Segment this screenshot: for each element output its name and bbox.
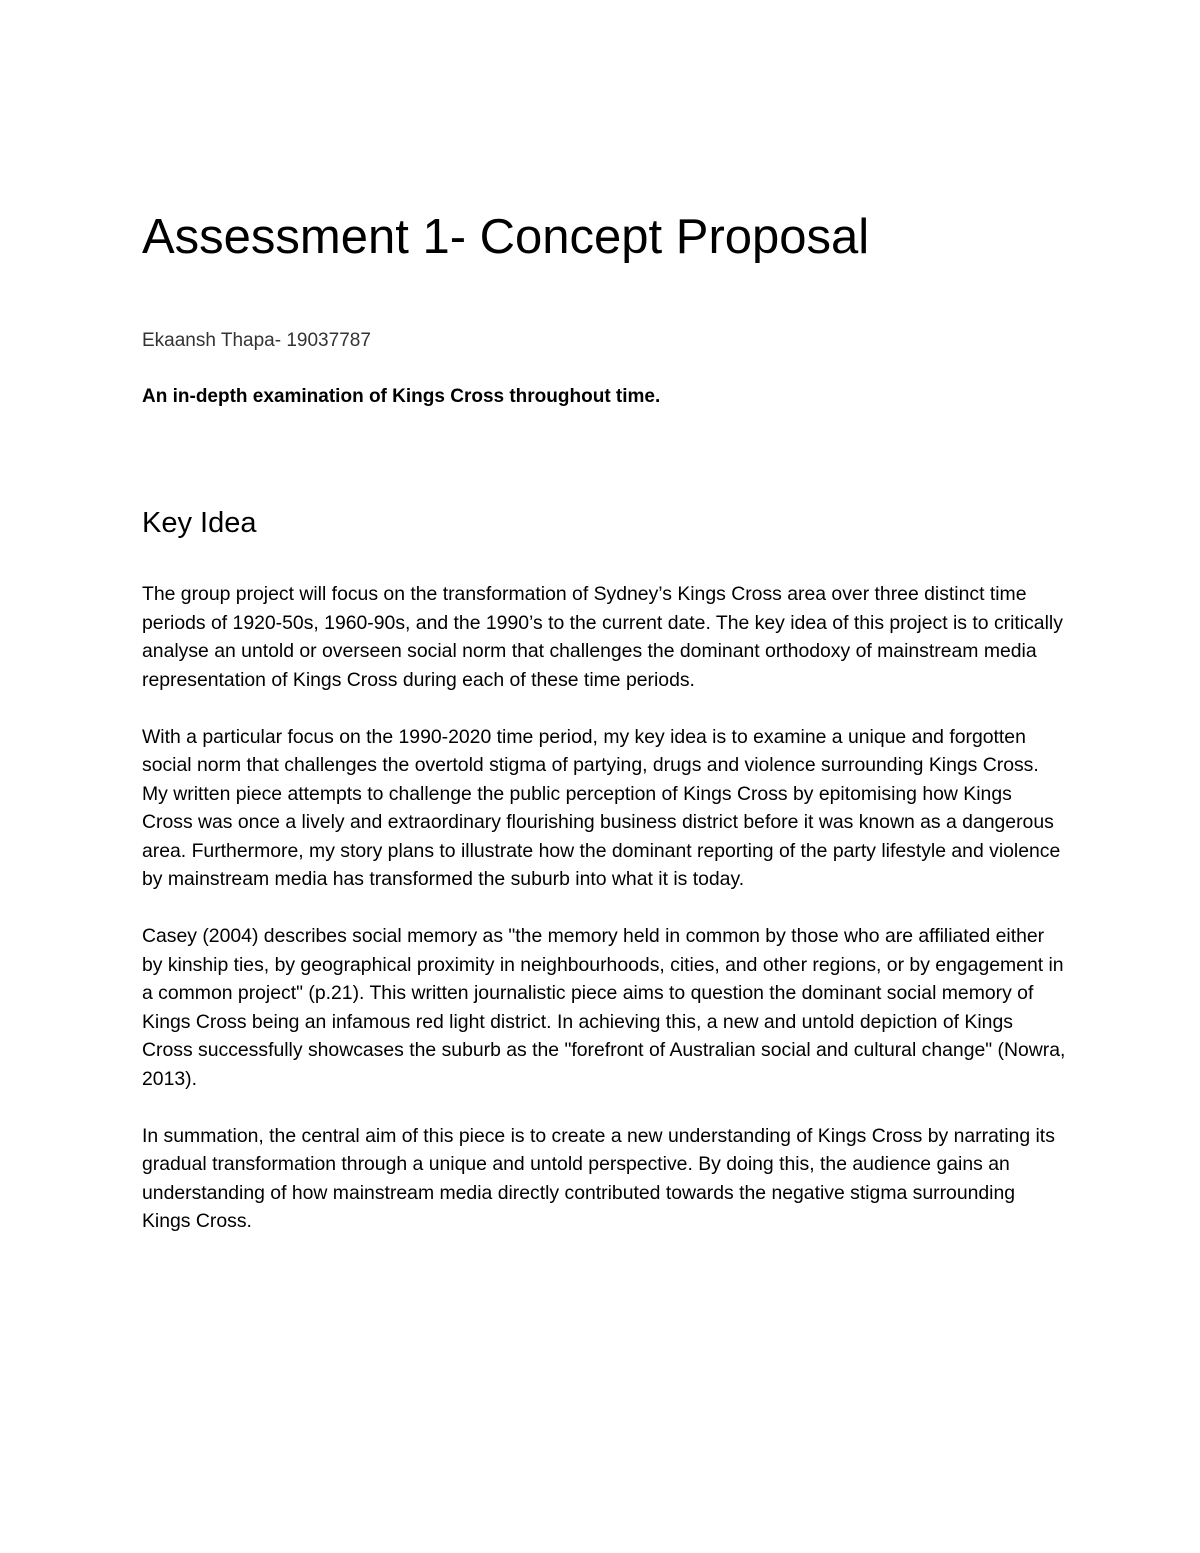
paragraph-3: Casey (2004) describes social memory as "the memory held in common by those who are affiliated either by kinship ties, by geographical proximity in neighbourhoods, cities, and other regions, or by engagement in a common project" (p.21). This written journalistic piece aims to question the dominant social memory of Kings Cross being an infamous red light district. In achieving this, a new and untold depiction of Kings Cross successfully showcases the suburb as the "forefront of Australian social and cultural change" (Nowra, 2013).: [142, 925, 1066, 1090]
document-subtitle: An in-depth examination of Kings Cross throughout time.: [142, 386, 661, 407]
paragraph-2: With a particular focus on the 1990-2020 time period, my key idea is to examine a unique and forgotten social norm that challenges the overtold stigma of partying, drugs and violence surrounding Kings Cross. My written piece attempts to challenge the public perception of Kings Cross by epitomising how Kings Cross was once a lively and extraordinary flourishing business district before it was known as a dangerous area. Furthermore, my story plans to illustrate how the dominant reporting of the party lifestyle and violence by mainstream media has transformed the suburb into what it is today.: [142, 725, 1061, 890]
paragraph-4: In summation, the central aim of this piece is to create a new understanding of Kings Cross by narrating its gradual transformation through a unique and untold perspective. By doing this, the audience gains an understanding of how mainstream media directly contributed towards the negative stigma surrounding Kings Cross.: [142, 1124, 1055, 1232]
paragraph-1: The group project will focus on the transformation of Sydney’s Kings Cross area over three distinct time periods of 1920-50s, 1960-90s, and the 1990’s to the current date. The key idea of this project is to critically analyse an untold or overseen social norm that challenges the dominant orthodoxy of mainstream media representation of Kings Cross during each of these time periods.: [142, 583, 1063, 691]
body-text: [142, 580, 1067, 1264]
document-title: Assessment 1- Concept Proposal: [142, 210, 870, 264]
author-line: Ekaansh Thapa- 19037787: [142, 330, 371, 351]
section-heading-key-idea: Key Idea: [142, 507, 257, 539]
